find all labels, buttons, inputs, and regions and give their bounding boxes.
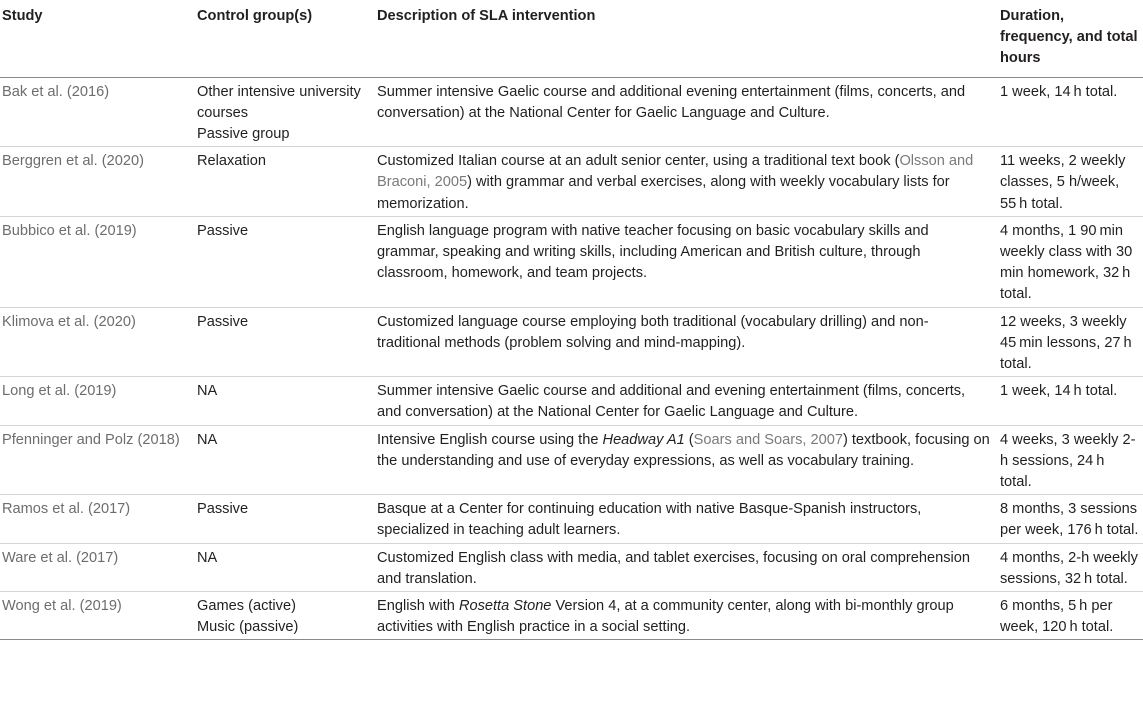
table-row — [0, 543, 1143, 591]
description-text: Customized Italian course at an adult senior center, using a traditional text book ( — [377, 153, 900, 170]
table-row — [0, 147, 1143, 217]
description-text: ) textbook, focusing on the understanding and use of everyday expressions, as well as vocabulary training. — [377, 431, 990, 469]
control-group-cell — [195, 377, 375, 425]
italic-title: Rosetta Stone — [458, 598, 552, 615]
header-control-groups: Control group(s) — [195, 0, 375, 77]
header-row — [0, 0, 1143, 77]
description-cell — [375, 592, 998, 640]
description-text: ) with grammar and verbal exercises, along with weekly vocabulary lists for memorization. — [377, 174, 950, 212]
control-group-item: NA — [197, 549, 218, 566]
study-cell[interactable]: Klimova et al. (2020) — [0, 307, 195, 377]
description-cell — [375, 77, 998, 147]
duration-cell: 4 months, 2-h weekly sessions, 32 h total. — [998, 543, 1143, 591]
table-row — [0, 377, 1143, 425]
description-text: Basque at a Center for continuing education with native Basque-Spanish instructors, specialized in teaching adult learners. — [377, 501, 922, 539]
citation-link[interactable]: Soars and Soars, 2007 — [693, 431, 843, 448]
control-group-item: Passive — [197, 313, 249, 330]
control-group-cell — [195, 147, 375, 217]
description-cell — [375, 425, 998, 495]
study-cell[interactable]: Bak et al. (2016) — [0, 77, 195, 147]
control-group-item: Passive group — [197, 126, 290, 143]
description-text: ( — [684, 431, 694, 448]
description-text: Summer intensive Gaelic course and additional and evening entertainment (films, concerts, and conversation) at the National Center for Gaelic Language and Culture. — [377, 383, 966, 421]
table-row — [0, 495, 1143, 543]
control-group-item: NA — [197, 431, 218, 448]
description-text: Customized English class with media, and tablet exercises, focusing on oral comprehension and translation. — [377, 549, 970, 587]
study-cell[interactable]: Bubbico et al. (2019) — [0, 216, 195, 307]
header-duration: Duration, frequency, and total hours — [998, 0, 1143, 77]
control-group-cell — [195, 307, 375, 377]
study-cell[interactable]: Ware et al. (2017) — [0, 543, 195, 591]
description-text: English with — [377, 598, 459, 615]
description-text: Customized language course employing both traditional (vocabulary drilling) and non-traditional methods (problem solving and mind-mapping). — [377, 313, 929, 351]
description-text: English language program with native teacher focusing on basic vocabulary skills and grammar, speaking and writing skills, including American and British culture, through classroom, homework, and team projects. — [377, 222, 929, 282]
duration-cell: 1 week, 14 h total. — [998, 377, 1143, 425]
duration-cell: 12 weeks, 3 weekly 45 min lessons, 27 h total. — [998, 307, 1143, 377]
description-cell — [375, 543, 998, 591]
description-cell — [375, 216, 998, 307]
table-row — [0, 592, 1143, 640]
table-row — [0, 307, 1143, 377]
control-group-item: Passive — [197, 222, 249, 239]
table-row — [0, 77, 1143, 147]
duration-cell: 1 week, 14 h total. — [998, 77, 1143, 147]
duration-cell: 4 weeks, 3 weekly 2-h sessions, 24 h total. — [998, 425, 1143, 495]
control-group-item: NA — [197, 383, 218, 400]
table-row — [0, 216, 1143, 307]
control-group-item: Relaxation — [197, 153, 266, 170]
duration-cell: 8 months, 3 sessions per week, 176 h total. — [998, 495, 1143, 543]
control-group-cell — [195, 216, 375, 307]
control-group-cell — [195, 543, 375, 591]
table-body — [0, 77, 1143, 640]
description-text: Version 4, at a community center, along with bi-monthly group activities with English practice in a social setting. — [377, 598, 954, 636]
header-study: Study — [0, 0, 195, 77]
study-cell[interactable]: Long et al. (2019) — [0, 377, 195, 425]
description-text: Summer intensive Gaelic course and additional evening entertainment (films, concerts, and conversation) at the National Center for Gaelic Language and Culture. — [377, 83, 966, 121]
control-group-item: Other intensive university courses — [197, 83, 361, 121]
study-cell[interactable]: Ramos et al. (2017) — [0, 495, 195, 543]
duration-cell: 4 months, 1 90 min weekly class with 30 min homework, 32 h total. — [998, 216, 1143, 307]
duration-cell: 11 weeks, 2 weekly classes, 5 h/week, 55 h total. — [998, 147, 1143, 217]
control-group-cell — [195, 495, 375, 543]
control-group-cell — [195, 425, 375, 495]
description-cell — [375, 377, 998, 425]
control-group-item: Games (active) — [197, 598, 296, 615]
description-cell — [375, 147, 998, 217]
control-group-cell — [195, 77, 375, 147]
description-cell — [375, 307, 998, 377]
header-description: Description of SLA intervention — [375, 0, 998, 77]
control-group-item: Music (passive) — [197, 619, 299, 636]
description-text: Intensive English course using the — [377, 431, 603, 448]
table-row — [0, 425, 1143, 495]
study-cell[interactable]: Pfenninger and Polz (2018) — [0, 425, 195, 495]
italic-title: Headway A1 — [602, 431, 685, 448]
description-cell — [375, 495, 998, 543]
duration-cell: 6 months, 5 h per week, 120 h total. — [998, 592, 1143, 640]
study-cell[interactable]: Wong et al. (2019) — [0, 592, 195, 640]
control-group-cell — [195, 592, 375, 640]
citation-link[interactable]: Olsson and Braconi, 2005 — [377, 153, 974, 191]
study-cell[interactable]: Berggren et al. (2020) — [0, 147, 195, 217]
control-group-item: Passive — [197, 501, 249, 518]
